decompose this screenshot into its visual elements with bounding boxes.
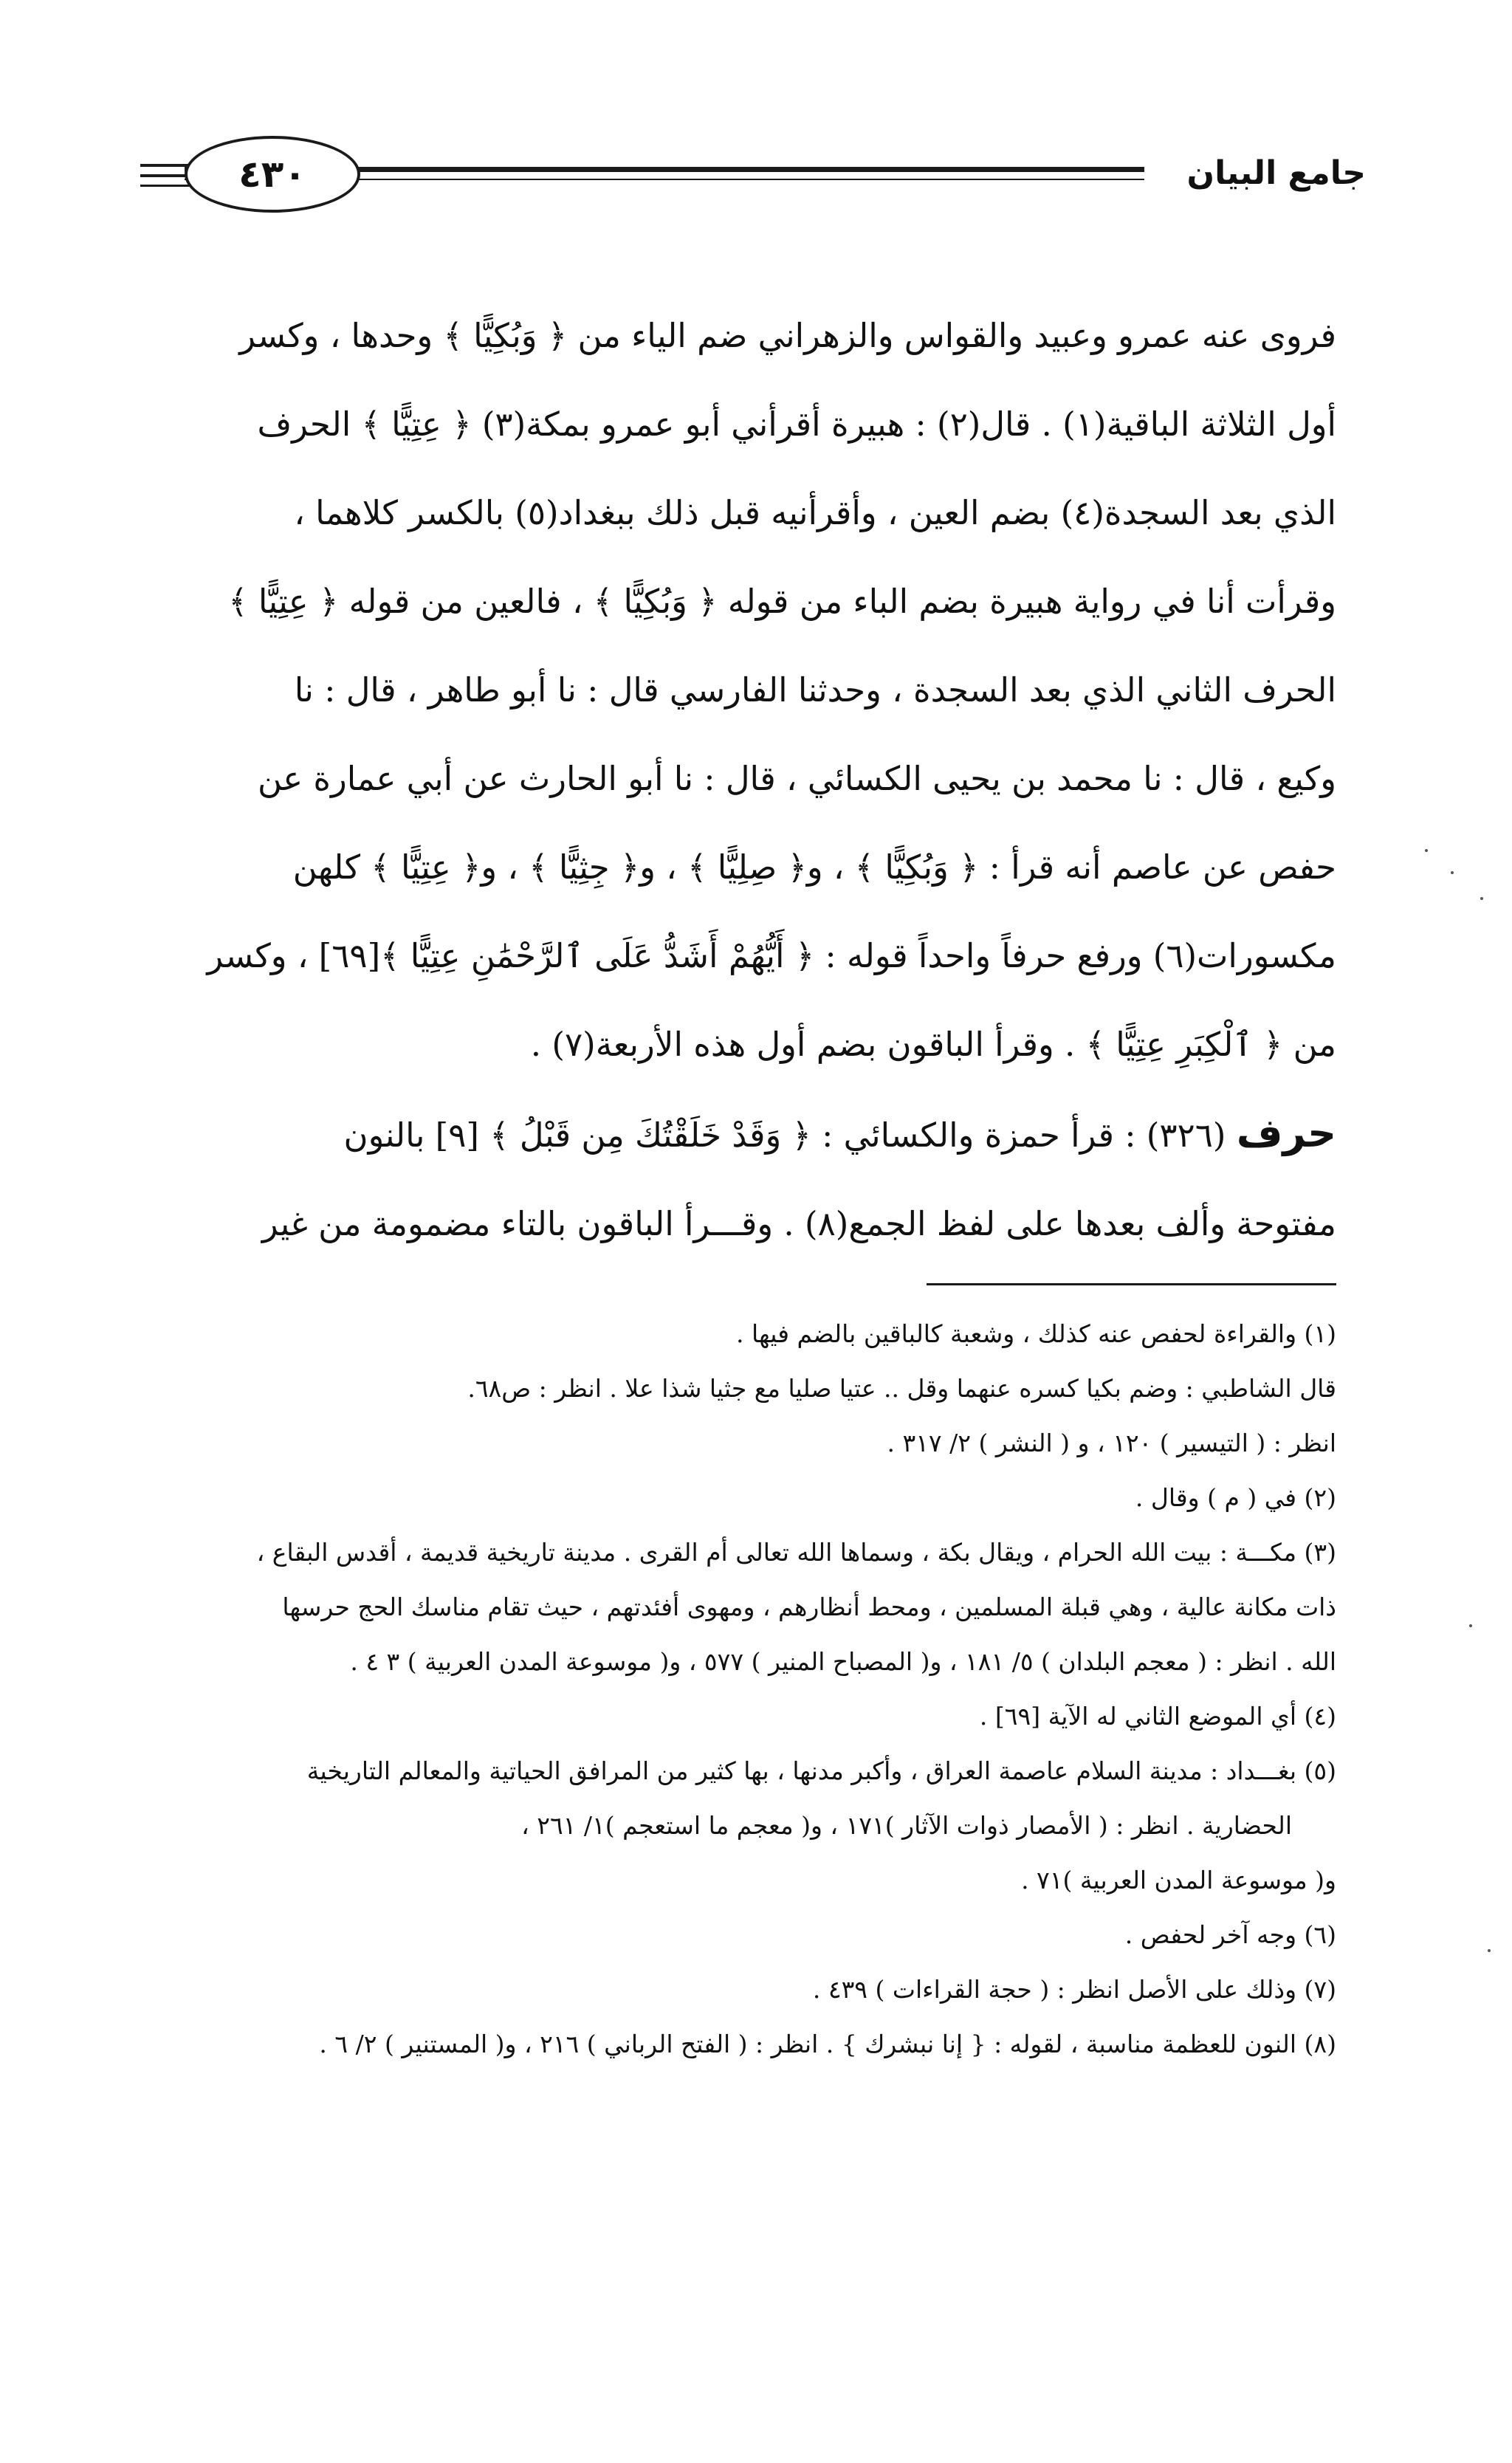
footnote: (٤) أي الموضع الثاني له الآية [٦٩] . [979,1702,1336,1731]
scan-speck [1451,871,1454,874]
footnotes [170,1307,1336,2072]
body-line: وقرأت أنا في رواية هبيرة بضم الباء من قوله ﴿ وَبُكِيًّا ﴾ ، فالعين من قوله ﴿ عِتِيًّا ﴾ [228,582,1336,621]
footnote-continuation: الحضارية . انظر : ( الأمصار ذوات الآثار )١٧١ ، و( معجم ما استعجم )١/ ٢٦١ ، [521,1811,1292,1840]
scan-speck [1469,1624,1472,1627]
scan-speck [1480,897,1483,900]
body-line: فروى عنه عمرو وعبيد والقواس والزهراني ضم الياء من ﴿ وَبُكِيًّا ﴾ وحدها ، وكسر [239,316,1336,355]
main-text [170,292,1336,1268]
body-line: الذي بعد السجدة(٤) بضم العين ، وأقرأنيه قبل ذلك ببغداد(٥) بالكسر كلاهما ، [294,493,1336,532]
book-title: جامع البيان [1186,154,1366,192]
footnote: (٣) مكـــة : بيت الله الحرام ، ويقال بكة ، وسماها الله تعالى أم القرى . مدينة تاريخية قديمة ، أقدس البقاع ، [256,1538,1336,1567]
body-line: أول الثلاثة الباقية(١) . قال(٢) : هبيرة أقرأني أبو عمرو بمكة(٣) ﴿ عِتِيًّا ﴾ الحرف [257,405,1336,444]
footnote-continuation: قال الشاطبي : وضم بكيا كسره عنهما وقل .. عتيا صليا مع جثيا شذا علا . انظر : ص٦٨. [467,1374,1336,1403]
footnote-separator [927,1283,1336,1285]
body-line-text: (٣٢٦) : قرأ حمزة والكسائي : ﴿ وَقَدْ خَلَقْتُكَ مِن قَبْلُ ﴾ [٩] بالنون [343,1116,1226,1155]
footnote: (٨) النون للعظمة مناسبة ، لقوله : { إنا نبشرك } . انظر : ( الفتح الرباني ) ٢١٦ ، و( المستنير ) ٢/ ٦ . [319,2030,1336,2058]
footnote: (٢) في ( م ) وقال . [1135,1483,1336,1512]
body-line-harf [170,1089,1336,1180]
body-line: وكيع ، قال : نا محمد بن يحيى الكسائي ، قال : نا أبو الحارث عن أبي عمارة عن [258,759,1336,798]
harf-label: حرف [1236,1110,1336,1156]
footnote: (١) والقراءة لحفص عنه كذلك ، وشعبة كالباقين بالضم فيها . [736,1319,1336,1348]
body-line: حفص عن عاصم أنه قرأ : ﴿ وَبُكِيًّا ﴾ ، و﴿ صِلِيًّا ﴾ ، و﴿ جِثِيًّا ﴾ ، و﴿ عِتِيًّا ﴾ كلهن [292,848,1336,887]
footnote-continuation: الله . انظر : ( معجم البلدان ) ٥/ ١٨١ ، و( المصباح المنير ) ٥٧٧ ، و( موسوعة المدن العربية ) ٣ ٤ . [350,1647,1336,1676]
scan-speck [1425,849,1428,852]
body-line: من ﴿ ٱلْكِبَرِ عِتِيًّا ﴾ . وقرأ الباقون بضم أول هذه الأربعة(٧) . [530,1025,1336,1064]
footnote: (٥) بغـــداد : مدينة السلام عاصمة العراق ، وأكبر مدنها ، بها كثير من المرافق الحياتية والمعالم التاريخية [306,1756,1336,1785]
page-header [140,126,1366,214]
footnote-continuation: و( موسوعة المدن العربية )٧١ . [1021,1866,1336,1895]
body-line: مفتوحة وألف بعدها على لفظ الجمع(٨) . وقـــرأ الباقون بالتاء مضمومة من غير [261,1204,1336,1243]
footnote: (٦) وجه آخر لحفص . [1124,1920,1336,1949]
footnote: (٧) وذلك على الأصل انظر : ( حجة القراءات ) ٤٣٩ . [812,1975,1336,2004]
body-line: الحرف الثاني الذي بعد السجدة ، وحدثنا الفارسي قال : نا أبو طاهر ، قال : نا [294,670,1336,710]
footnote-continuation: ذات مكانة عالية ، وهي قبلة المسلمين ، ومحط أنظارهم ، ومهوى أفئدتهم ، حيث تقام مناسك الحج حرسها [282,1593,1336,1621]
body-line: مكسورات(٦) ورفع حرفاً واحداً قوله : ﴿ أَيُّهُمْ أَشَدُّ عَلَى ٱلرَّحْمَٰنِ عِتِيًّا ﴾[٦٩] ، وكسر [207,936,1336,975]
page-number: ٤٣٠ [185,136,360,213]
scan-speck [1488,1949,1491,1952]
header-rule [140,185,192,187]
footnote-continuation: انظر : ( التيسير ) ١٢٠ ، و ( النشر ) ٢/ ٣١٧ . [887,1429,1336,1457]
